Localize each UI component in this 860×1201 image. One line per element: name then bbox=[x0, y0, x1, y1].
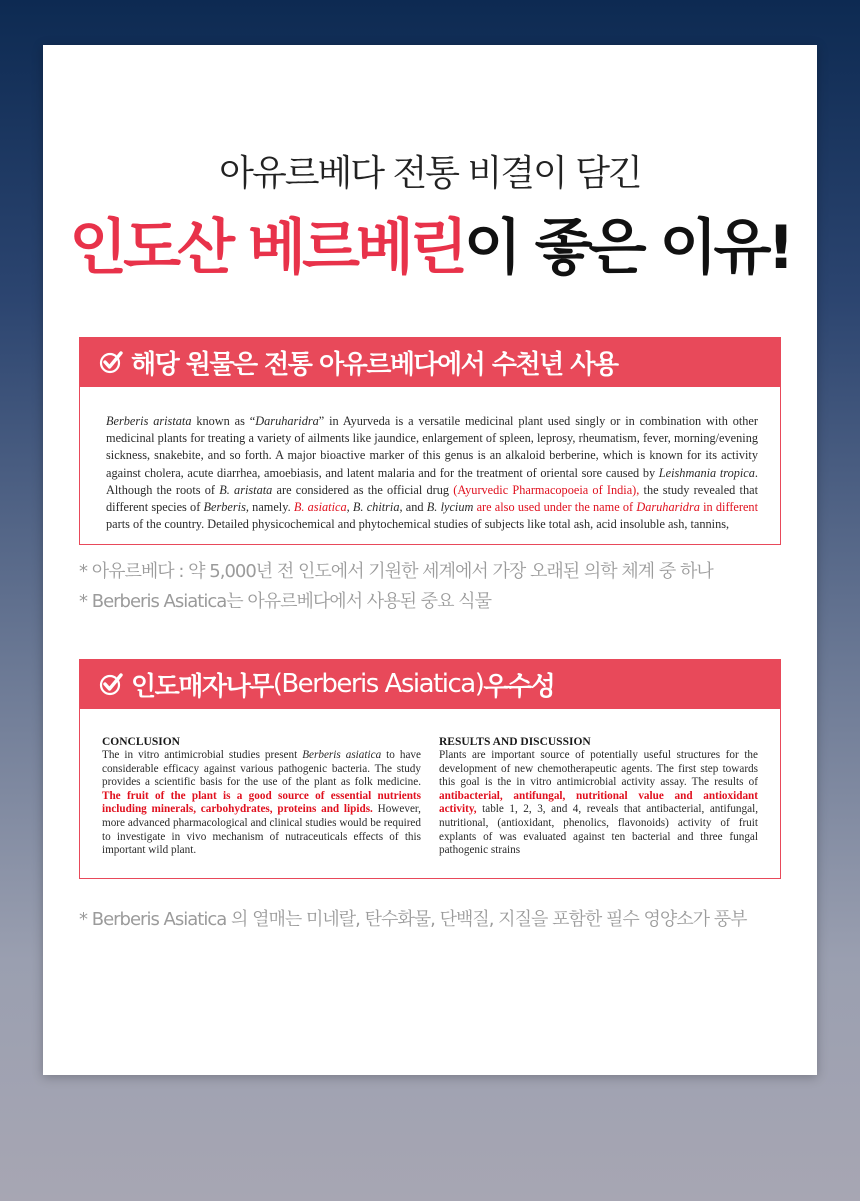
excerpt-paragraph: Berberis aristata known as “Daruharidra” in Ayurveda is a versatile medicinal plant used singly or in combination with other medicinal plants for treating a variety of ailments like jaundice, enlargement of spleen, leprosy, rheumatism, fever, morning/evening sickness, snakebite, and so forth. A major bioactive marker of this genus is an alkaloid berberine, which is known for its activity against cholera, acute diarrhea, amoebiasis, and latent malaria and for the treatment of oriental sore caused by Leishmania tropica. Although the roots of B. aristata are considered as the official drug (Ayurvedic Pharmacopoeia of India), the study revealed that different species of Berberis, namely. B. asiatica, B. chitria, and B. lycium are also used under the name of Daruharidra in different parts of the country. Detailed physicochemical and phytochemical studies of subjects like total ash, acid insoluble ash, tannins, bbox=[106, 414, 758, 532]
check-icon bbox=[99, 672, 123, 696]
note-ayurveda: * 아유르베다 : 약 5,000년 전 인도에서 기원한 세계에서 가장 오래된 의학 체계 중 하나 bbox=[79, 561, 713, 582]
page-subtitle: 아유르베다 전통 비결이 담긴 bbox=[219, 153, 641, 194]
results-text: Plants are important source of potentially useful structures for the development of new chemotherapeutic agents. The first step towards this goal is the in vitro antimicrobial activity assay. The results of antibacterial, antifungal, nutritional value and antioxidant activity, table 1, 2, 3, and 4, reveals that antibacterial, antifungal, nutritional, (antioxidant, phenolics, flavonoids) activity of fruit explants of was evaluated against ten bacterial and three fungal pathogenic strains bbox=[439, 749, 758, 857]
note-nutrients: * Berberis Asiatica 의 열매는 미네랄, 탄수화물, 단백질, 지질을 포함한 필수 영양소가 풍부 bbox=[79, 909, 747, 930]
conclusion-heading: CONCLUSION bbox=[102, 736, 180, 748]
section1-header bbox=[79, 337, 781, 387]
section2-header bbox=[79, 659, 781, 709]
section1-excerpt bbox=[79, 387, 781, 545]
section1-title: 해당 원물은 전통 아유르베다에서 수천년 사용 bbox=[131, 349, 618, 380]
content-card bbox=[43, 45, 817, 1075]
check-icon bbox=[99, 350, 123, 374]
section2-title-main: 인도매자나무 bbox=[131, 671, 273, 702]
section2-title-end: 우수성 bbox=[483, 671, 555, 702]
section2-excerpt bbox=[79, 709, 781, 879]
conclusion-text: The in vitro antimicrobial studies present Berberis asiatica to have considerable efficacy against various pathogenic bacteria. The study provides a scientific basis for the use of the plant as folk medicine. The fruit of the plant is a good source of essential nutrients including minerals, carbohydrates, proteins and lipids. However, more advanced pharmacological and clinical studies would be required to investigate in vivo mechanism of nutraceuticals effects of this important wild plant. bbox=[102, 749, 421, 857]
results-column bbox=[439, 735, 758, 878]
conclusion-column bbox=[102, 735, 421, 878]
note-berberis: * Berberis Asiatica는 아유르베다에서 사용된 중요 식물 bbox=[79, 591, 491, 612]
headline-highlight: 인도산 베르베린 bbox=[69, 213, 464, 283]
headline-rest: 이 좋은 이유! bbox=[463, 213, 791, 283]
page-headline bbox=[43, 200, 817, 286]
results-heading: RESULTS AND DISCUSSION bbox=[439, 736, 591, 748]
section2-title-latin: (Berberis Asiatica) bbox=[272, 669, 484, 699]
